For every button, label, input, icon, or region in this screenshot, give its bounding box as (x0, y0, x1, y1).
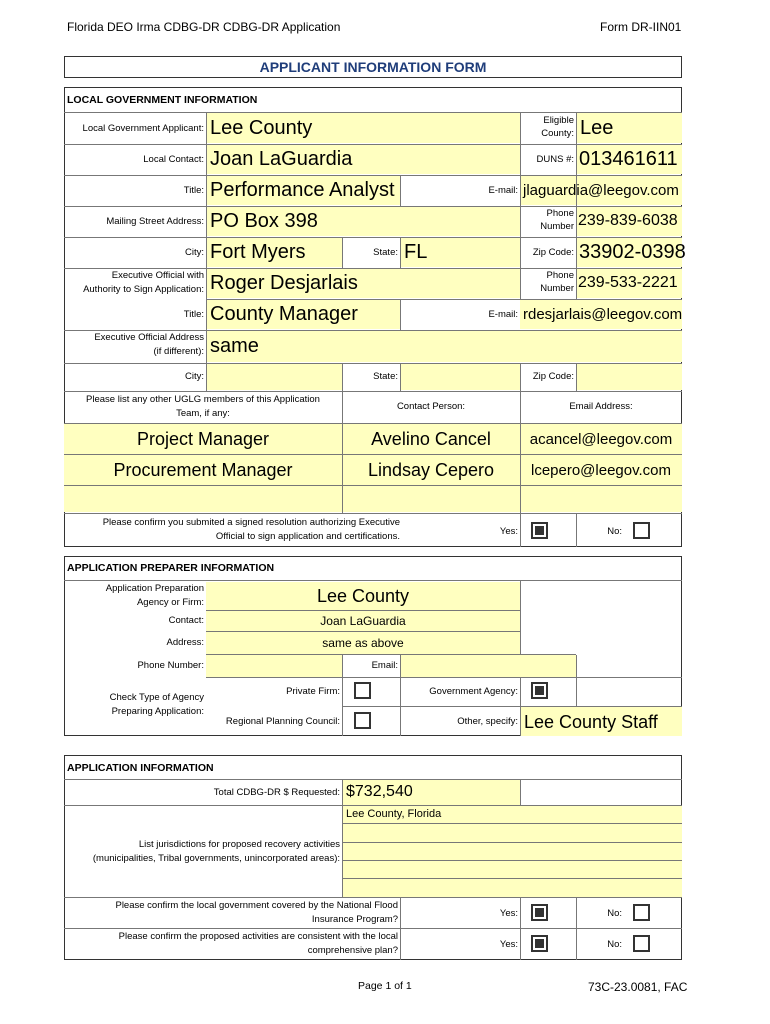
preparer-contact-value: Joan LaGuardia (320, 614, 406, 628)
preparer-section-title: APPLICATION PREPARER INFORMATION (67, 562, 275, 574)
city2-label: City: (185, 371, 204, 382)
nfip-question: Please confirm the local government covered by the National Flood Insurance Program? (115, 900, 398, 925)
team-person-1: Avelino Cancel (371, 428, 491, 449)
preparer-phone-field[interactable] (206, 655, 342, 677)
agency-label: Application Preparation Agency or Firm: (105, 583, 204, 608)
private-firm-checkbox[interactable] (354, 682, 371, 699)
state2-label: State: (373, 371, 398, 382)
other-specify-label: Other, specify: (457, 716, 518, 727)
form-number: Form DR-IIN01 (600, 20, 682, 34)
executive-address-field[interactable] (206, 331, 682, 362)
page-number: Page 1 of 1 (358, 980, 412, 992)
mailing-address-value: PO Box 398 (210, 210, 318, 232)
government-agency-checkbox[interactable] (531, 682, 548, 699)
other-specify-value: Lee County Staff (524, 712, 658, 732)
local-government-section-title: LOCAL GOVERNMENT INFORMATION (67, 94, 258, 106)
resolution-no-label: No: (607, 526, 622, 537)
executive-email-label: E-mail: (488, 309, 518, 320)
team-role-2: Procurement Manager (113, 459, 293, 480)
application-info-section-title: APPLICATION INFORMATION (67, 762, 214, 774)
title-label: Title: (183, 185, 204, 196)
executive-official-label: Executive Official with Authority to Sign Application: (83, 270, 204, 295)
local-contact-label: Local Contact: (143, 154, 204, 165)
local-contact-value: Joan LaGuardia (210, 148, 353, 170)
city-value: Fort Myers (210, 241, 306, 263)
regional-planning-label: Regional Planning Council: (225, 716, 340, 727)
zip2-field[interactable] (576, 364, 682, 390)
duns-value: 013461611 (579, 148, 678, 170)
form-title: APPLICANT INFORMATION FORM (64, 56, 682, 78)
state-value: FL (404, 241, 428, 263)
total-requested-value: $732,540 (346, 783, 413, 800)
comprehensive-yes-label: Yes: (499, 939, 518, 950)
nfip-no-checkbox[interactable] (633, 904, 650, 921)
email-value: jlaguardia@leegov.com (523, 182, 679, 199)
resolution-yes-label: Yes: (499, 526, 518, 537)
executive-address-value: same (210, 335, 259, 357)
applicant-label: Local Government Applicant: (82, 123, 204, 134)
regional-planning-checkbox[interactable] (354, 712, 371, 729)
regulation-code: 73C-23.0081, FAC (588, 980, 688, 994)
city-label: City: (185, 247, 204, 258)
email-address-header: Email Address: (569, 401, 633, 412)
state-label: State: (373, 247, 398, 258)
jurisdictions-label: List jurisdictions for proposed recovery activities (municipalities, Tribal governments, unincorporated areas): (92, 839, 340, 864)
zip2-label: Zip Code: (532, 371, 574, 382)
team-email-1: acancel@leegov.com (529, 430, 673, 448)
jurisdictions-value: Lee County, Florida (346, 808, 442, 820)
duns-label: DUNS #: (536, 154, 574, 165)
comprehensive-no-checkbox[interactable] (633, 935, 650, 952)
phone-label: Phone Number (540, 208, 574, 232)
executive-phone-label: Phone Number (540, 270, 574, 294)
preparer-email-field[interactable] (400, 655, 576, 677)
applicant-value: Lee County (210, 117, 313, 139)
nfip-yes-checkbox[interactable] (531, 904, 548, 921)
nfip-yes-label: Yes: (499, 908, 518, 919)
eligible-county-value: Lee (580, 117, 614, 139)
comprehensive-no-label: No: (607, 939, 622, 950)
nfip-no-label: No: (607, 908, 622, 919)
contact-person-header: Contact Person: (396, 401, 466, 412)
preparer-address-label: Address: (166, 637, 204, 648)
executive-title-label: Title: (183, 309, 204, 320)
preparer-address-value: same as above (322, 636, 404, 650)
executive-email-value: rdesjarlais@leegov.com (523, 306, 683, 323)
executive-official-value: Roger Desjarlais (210, 272, 358, 294)
team-email-2: lcepero@leegov.com (530, 461, 672, 479)
comprehensive-yes-checkbox[interactable] (531, 935, 548, 952)
state2-field[interactable] (400, 364, 520, 390)
team-person-2: Lindsay Cepero (367, 459, 495, 480)
comprehensive-plan-question: Please confirm the proposed activities are consistent with the local comprehensive plan? (118, 931, 398, 956)
total-requested-label: Total CDBG-DR $ Requested: (213, 787, 340, 798)
executive-address-label: Executive Official Address (if different): (94, 332, 204, 357)
mailing-address-label: Mailing Street Address: (106, 216, 204, 227)
city2-field[interactable] (206, 364, 342, 390)
executive-phone-value: 239-533-2221 (578, 274, 678, 291)
zip-value: 33902-0398 (579, 241, 686, 263)
preparer-phone-label: Phone Number: (137, 660, 204, 671)
team-members-label: Please list any other UGLG members of this Application Team, if any: (86, 394, 320, 419)
private-firm-label: Private Firm: (286, 686, 340, 697)
team-role-1: Project Manager (136, 428, 270, 449)
resolution-yes-checkbox[interactable] (531, 522, 548, 539)
phone-value: 239-839-6038 (578, 212, 678, 229)
resolution-no-checkbox[interactable] (633, 522, 650, 539)
title-value: Performance Analyst (210, 179, 395, 201)
executive-title-value: County Manager (210, 303, 358, 325)
zip-label: Zip Code: (532, 247, 574, 258)
government-agency-label: Government Agency: (429, 686, 518, 697)
resolution-question: Please confirm you submited a signed resolution authorizing Executive Official to sign application and certifications. (102, 517, 400, 542)
eligible-county-label: Eligible County: (541, 115, 574, 139)
preparer-email-label: Email: (371, 660, 398, 671)
email-label: E-mail: (488, 185, 518, 196)
preparer-contact-label: Contact: (168, 615, 204, 626)
document-header-title: Florida DEO Irma CDBG-DR CDBG-DR Application (67, 20, 341, 34)
check-type-label: Check Type of Agency Preparing Application: (109, 692, 204, 717)
agency-value: Lee County (316, 585, 410, 606)
